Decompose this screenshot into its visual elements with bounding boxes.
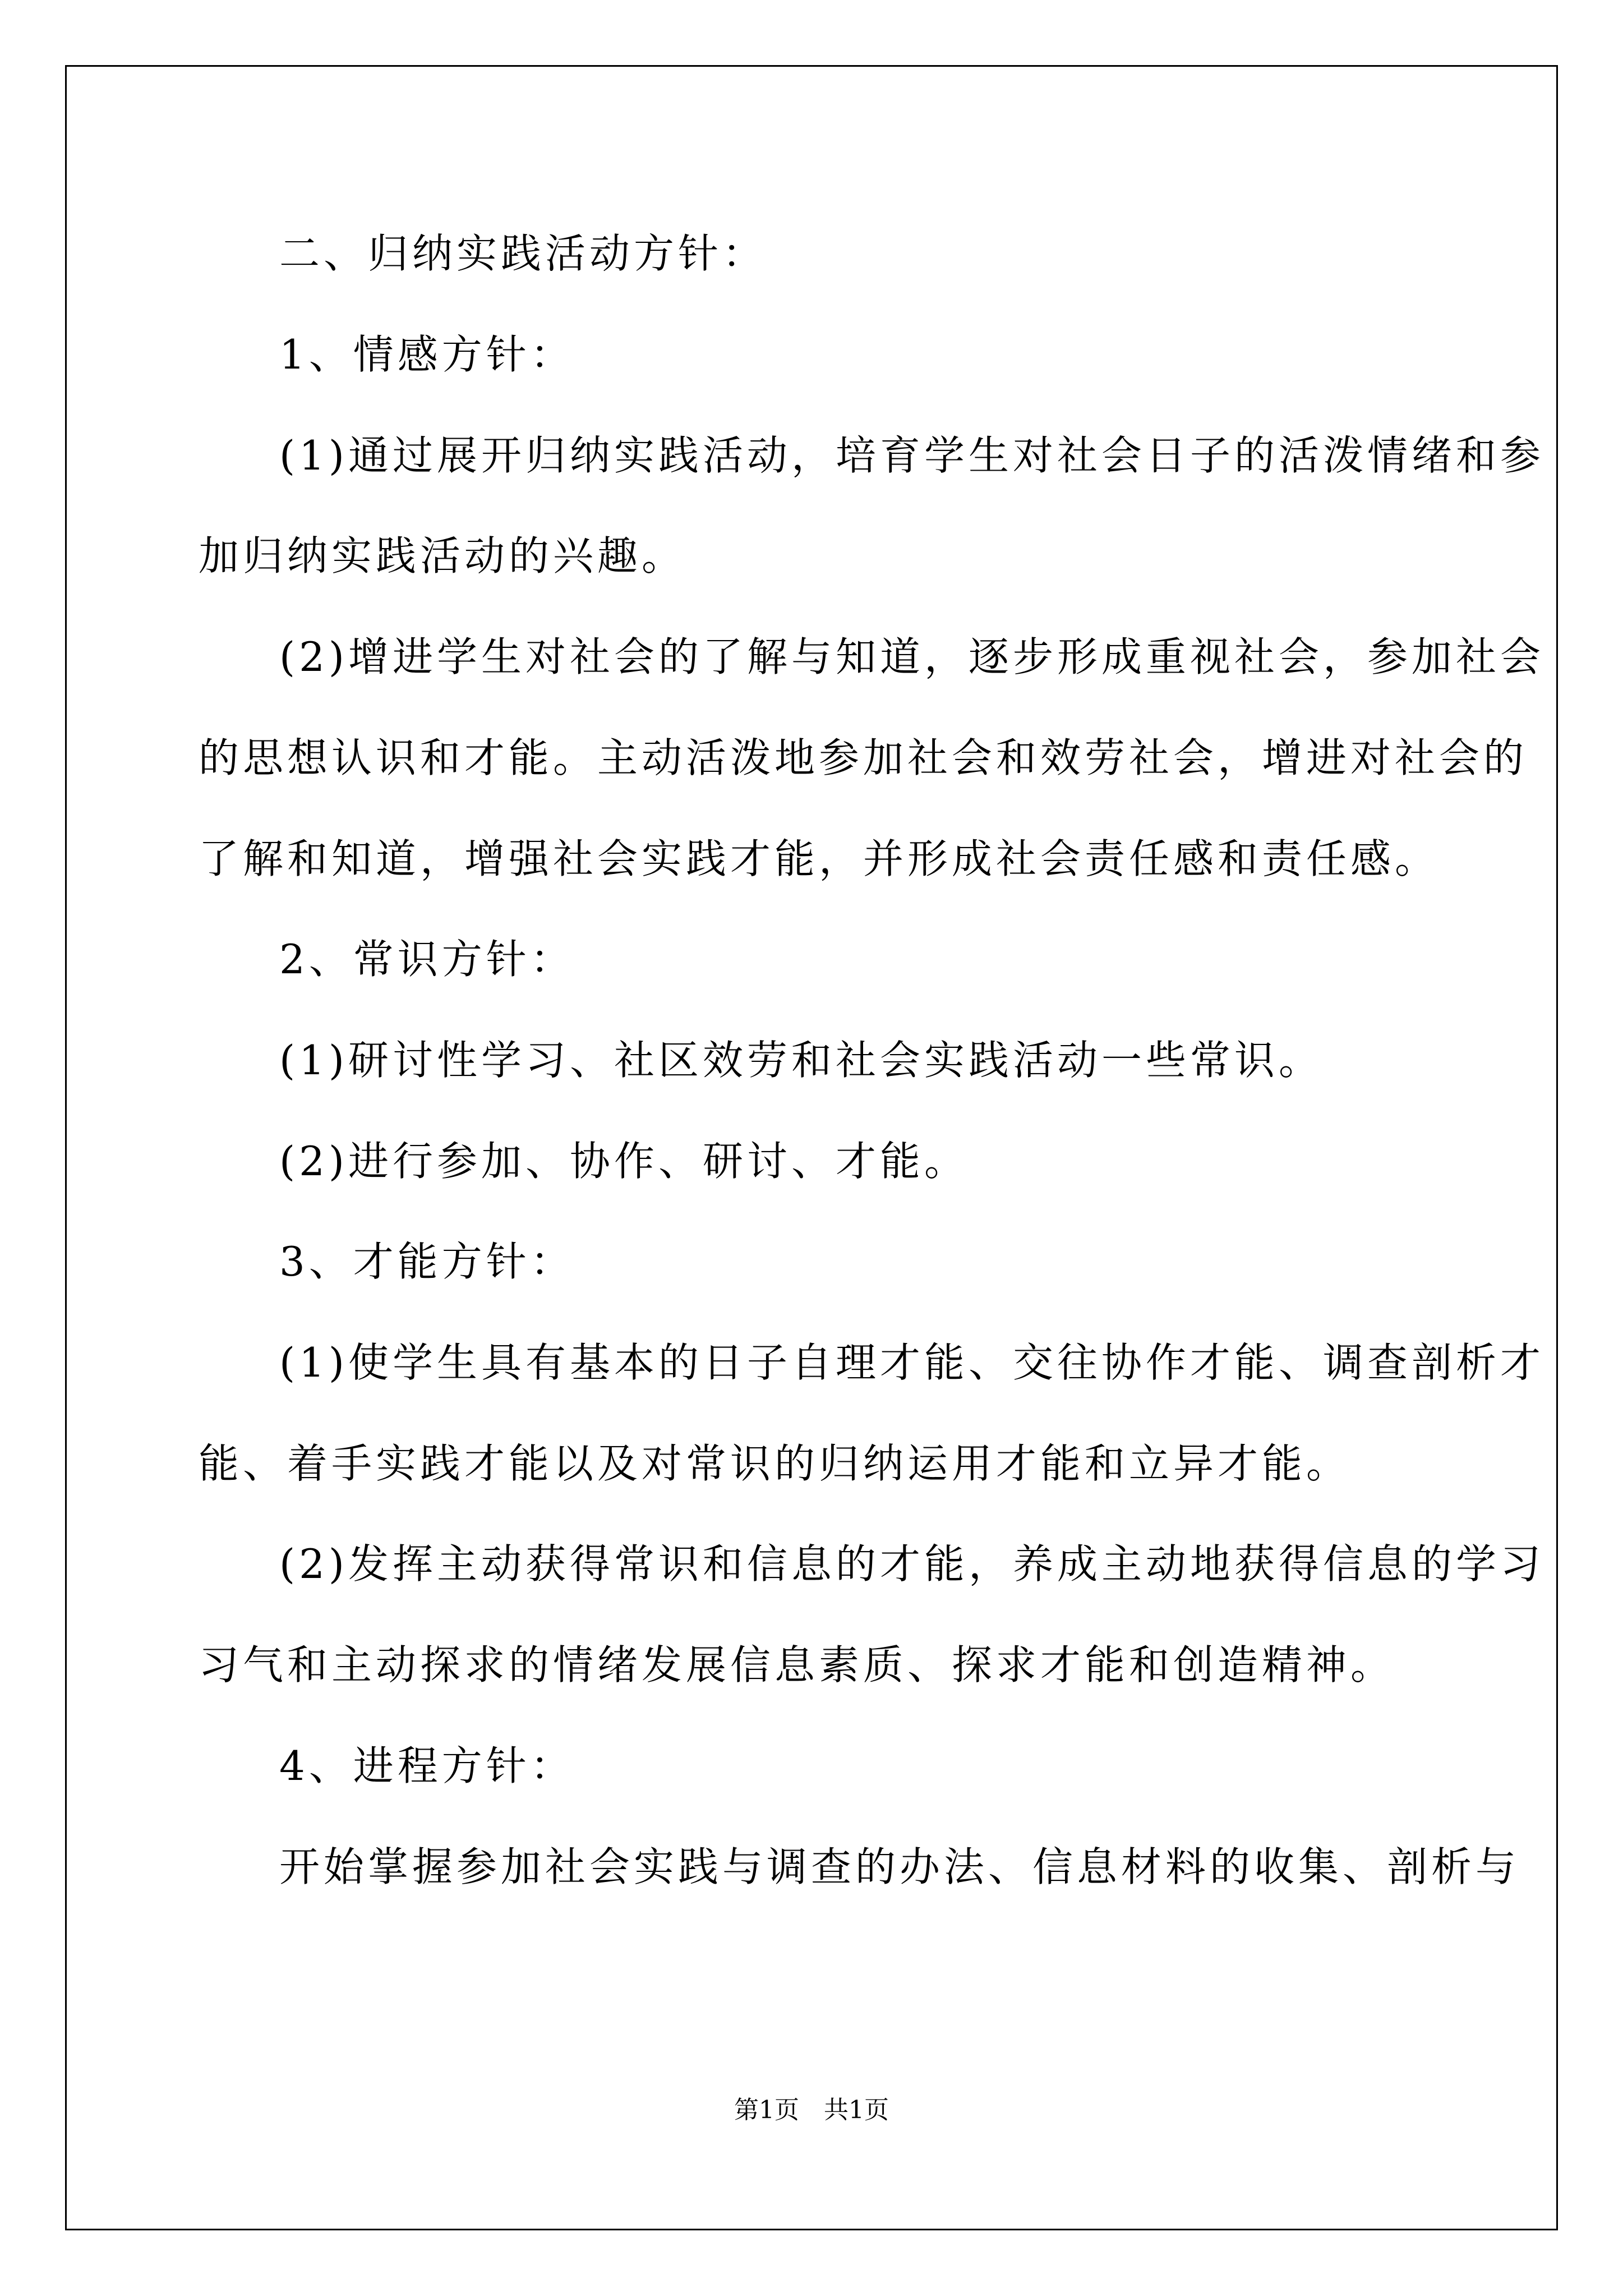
paragraph-line: (1)使学生具有基本的日子自理才能、交往协作才能、调查剖析才 (279, 1339, 1544, 1386)
paragraph-line: (1)通过展开归纳实践活动，培育学生对社会日子的活泼情绪和参 (279, 432, 1544, 479)
paragraph-line: (1)研讨性学习、社区效劳和社会实践活动一些常识。 (279, 1037, 1323, 1084)
paragraph-line: 加归纳实践活动的兴趣。 (199, 532, 686, 579)
subsection-heading: 3、才能方针： (279, 1238, 575, 1285)
paragraph-line: (2)进行参加、协作、研讨、才能。 (279, 1138, 969, 1185)
section-heading: 二、归纳实践活动方针： (279, 230, 767, 277)
paragraph-line: 习气和主动探求的情绪发展信息素质、探求才能和创造精神。 (199, 1641, 1395, 1688)
paragraph-line: 了解和知道，增强社会实践才能，并形成社会责任感和责任感。 (199, 835, 1440, 882)
subsection-heading: 1、情感方针： (279, 331, 575, 378)
paragraph-line: (2)发挥主动获得常识和信息的才能，养成主动地获得信息的学习 (279, 1540, 1544, 1588)
paragraph-line: 的思想认识和才能。主动活泼地参加社会和效劳社会，增进对社会的 (199, 734, 1528, 781)
paragraph-line: (2)增进学生对社会的了解与知道，逐步形成重视社会，参加社会 (279, 633, 1544, 680)
paragraph-line: 能、着手实践才能以及对常识的归纳运用才能和立异才能。 (199, 1440, 1351, 1487)
subsection-heading: 2、常识方针： (279, 936, 575, 983)
paragraph-line: 开始掌握参加社会实践与调查的办法、信息材料的收集、剖析与 (279, 1843, 1520, 1890)
subsection-heading: 4、进程方针： (279, 1742, 575, 1789)
page-number-footer: 第1页 共1页 (734, 2096, 889, 2124)
